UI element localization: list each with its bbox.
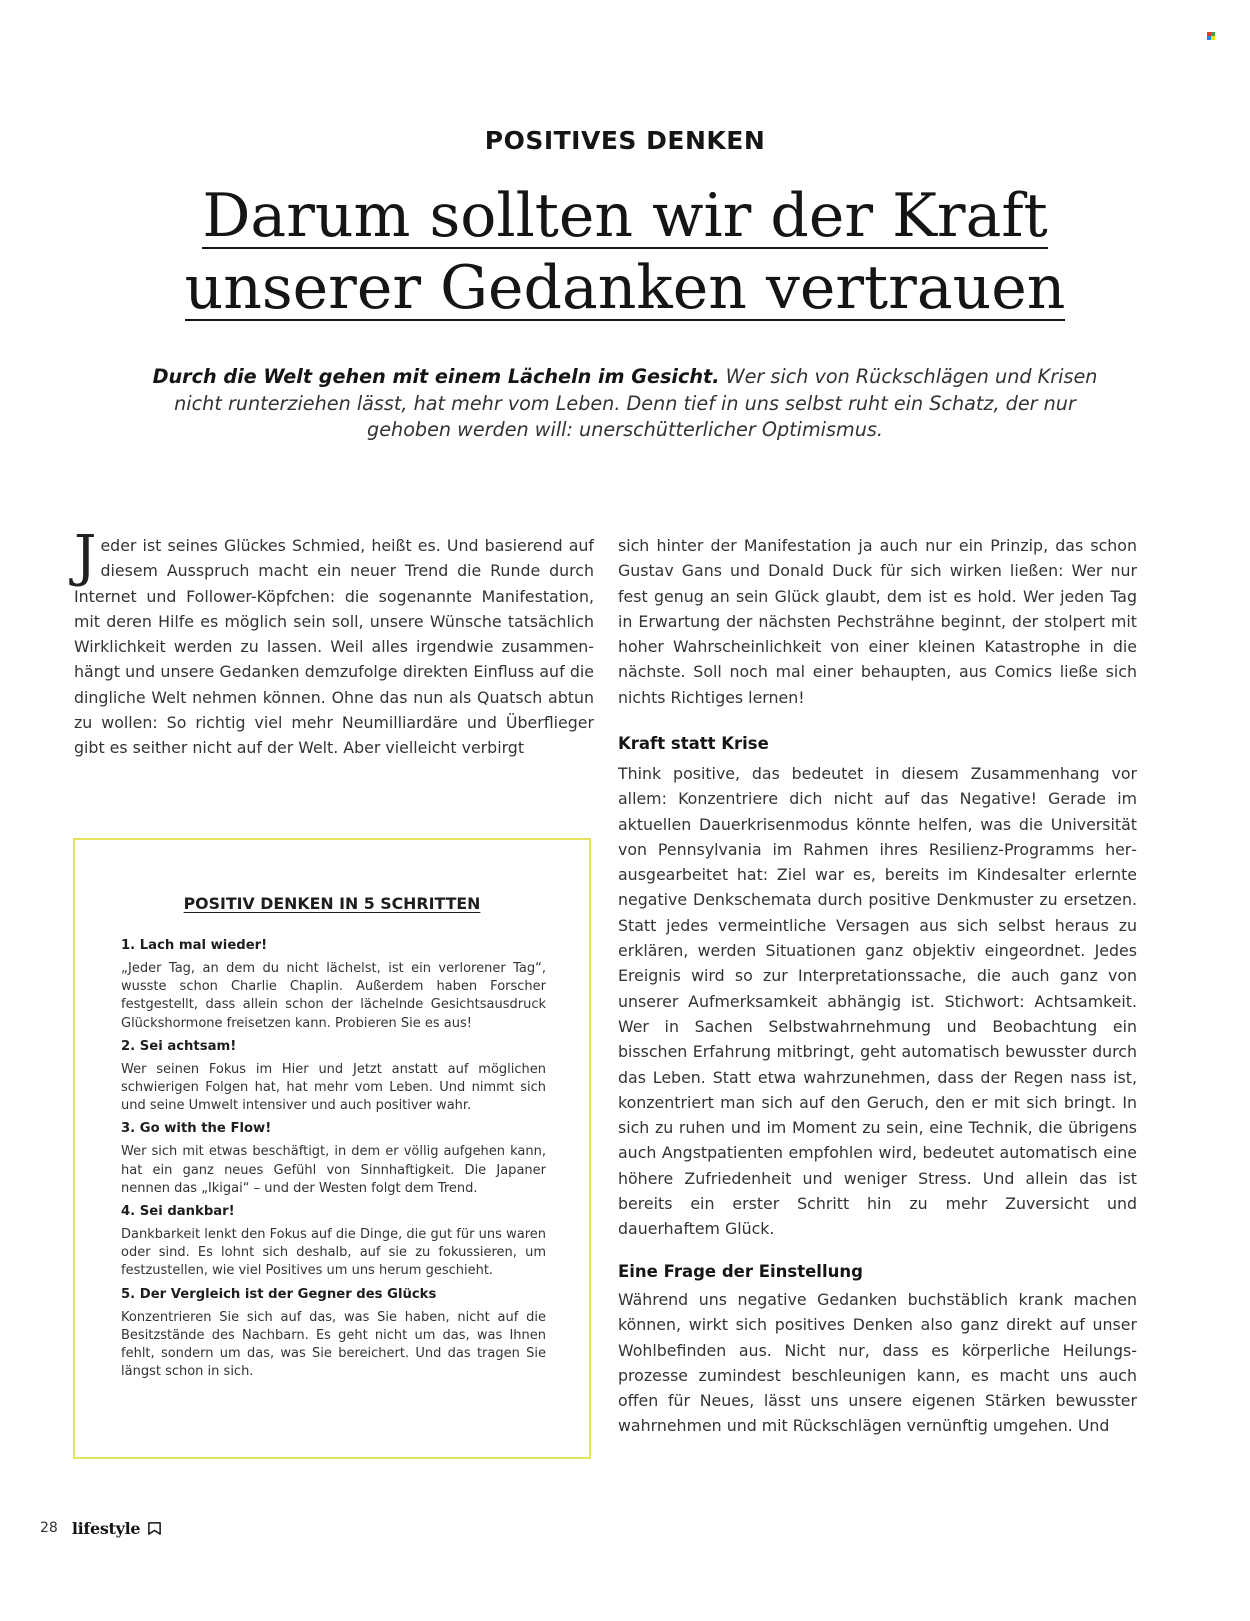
tips-list — [121, 937, 546, 1386]
step-text: Dankbarkeit lenkt den Fokus auf die Dinge, die gut für uns waren oder sind. Es lohnt sich deshalb, auf sie zu fokussieren, um festzustellen, wie viel Positives um uns herum geschieht. — [121, 1227, 546, 1279]
lead-bold: Durch die Welt gehen mit einem Lächeln im Gesicht. — [152, 365, 720, 388]
brand-name: lifestyle — [71, 1518, 141, 1538]
right-column-paragraph-2: Think positive, das bedeutet in diesem Zusammenhang vor allem: Konzentriere dich nicht auf das Negative! Gerade im aktuellen Dauerkrisenmodus könnte helfen, was die Universität von Pennsylvania im Rahmen ihres Resilienz-Programms herausgearbeitet hat: Ziel war es, bereits im Kindesalter erlernte negative Denkschemata durch positive Denkmuster zu ersetzen. Statt jedes vermeintliche Versagen aus sich selbst heraus zu erklären, werden Situationen ganz objektiv eingeordnet. Jedes Ereignis wird so zur Interpretationssache, die auch ganz von unserer Aufmerksamkeit abhängig ist. Stichwort: Achtsamkeit. Wer in Sachen Selbstwahrnehmung und Beobachtung ein bisschen Erfahrung mitbringt, geht automatisch bewusster durch das Leben. Statt etwa wahrzunehmen, dass der Regen nass ist, konzentriert man sich auf den Geruch, den er mit sich bringt. In sich zu ruhen und im Moment zu sein, eine Technik, die übrigens auch Angstpatienten empfohlen wird, bedeutet automatisch eine höhere Zufriedenheit und weniger Stress. Und allein das ist bereits ein erster Schritt hin zu mehr Zuversicht und dauerhaftem Glück. — [618, 764, 1137, 1239]
step-text: Wer sich mit etwas beschäftigt, in dem er völlig aufgehen kann, hat ein ganz neues Gefühl von Sinnhaftigkeit. Die Japaner nennen das „Ikigai“ – und der Westen folgt dem Trend. — [121, 1144, 546, 1196]
lead-paragraph — [140, 364, 1110, 444]
page-number: 28 — [40, 1520, 58, 1536]
color-mark-icon — [1207, 32, 1216, 41]
step-heading: 4. Sei dankbar! — [121, 1204, 235, 1220]
step-text: Konzentrieren Sie sich auf das, was Sie haben, nicht auf die Besitzstände des Nachbarn. Es geht nicht um das, was Ihnen fehlt, sondern um das, was Sie bereichert. Und das tragen Sie längst schon in sich. — [121, 1309, 546, 1380]
section-kicker: POSITIVES DENKEN — [484, 126, 766, 155]
lead-text: Wer sich von Rückschlägen und Krisen nicht runterziehen lässt, hat mehr vom Leben. Denn tief in uns selbst ruht ein Schatz, der nur gehoben werden will: unerschütterlicher Optimismus. — [174, 365, 1098, 441]
left-column-paragraph — [74, 524, 594, 761]
step-heading: 1. Lach mal wieder! — [121, 938, 268, 953]
subheading-kraft-statt-krise: Kraft statt Krise — [618, 734, 769, 753]
page-footer — [40, 1518, 162, 1538]
tips-box-title: POSITIV DENKEN IN 5 SCHRITTEN — [183, 894, 481, 913]
tips-box — [73, 838, 591, 1459]
right-column-paragraph-3: Während uns negative Gedanken buchstäblich krank machen können, wirkt sich positives Denken also ganz direkt auf unser Wohlbefinden aus. Nicht nur, dass es körperliche Heilungsprozesse zumindest beschleunigen kann, es macht uns auch offen für Neues, lässt uns unsere eigenen Stärken bewusster wahrnehmen und mit Rückschlägen vernünftig umgehen. Und — [618, 1290, 1137, 1436]
step-heading: 5. Der Vergleich ist der Gegner des Glücks — [121, 1286, 437, 1302]
headline — [0, 180, 1250, 324]
ribbon-square-icon — [147, 1521, 162, 1536]
subheading-eine-frage-der-einstellung: Eine Frage der Einstellung — [618, 1262, 863, 1281]
step-text: Wer seinen Fokus im Hier und Jetzt anstatt auf möglichen schwierigen Folgen hat, hat mehr vom Leben. Und nimmt sich und seine Umwelt intensiver und auch positiver wahr. — [121, 1061, 546, 1114]
step-text: „Jeder Tag, an dem du nicht lächelst, ist ein verlorener Tag“, wusste schon Charlie Chaplin. Außerdem haben Forscher festgestellt, dass allein schon der lächelnde Gesichtsausdruck Glückshormone freisetzen kann. Probieren Sie es aus! — [121, 961, 546, 1031]
left-column-text: eder ist seines Glückes Schmied, heißt es. Und basierend auf diesem Ausspruch macht ein neuer Trend die Runde durch Internet und Follower-Köpfchen: die sogenannte Manifestation, mit deren Hilfe es möglich sein soll, unsere Wünsche tatsächlich Wirklichkeit werden zu lassen. Weil alles irgendwie zusammenhängt und unsere Gedanken demzufolge direkten Einfluss auf die dingliche Welt nehmen können. Ohne das nun als Quatsch abtun zu wollen: So richtig viel mehr Neumilliardäre und Überflieger gibt es seither nicht auf der Welt. Aber vielleicht verbirgt — [74, 536, 594, 758]
headline-line-2: unserer Gedanken vertrauen — [184, 253, 1066, 323]
step-heading: 3. Go with the Flow! — [121, 1121, 272, 1137]
step-heading: 2. Sei achtsam! — [121, 1038, 237, 1054]
right-column-paragraph-1: sich hinter der Manifestation ja auch nur ein Prinzip, das schon Gustav Gans und Donald Duck für sich wirken ließen: Wer nur fest genug an sein Glück glaubt, dem ist es hold. Wer jeden Tag in Erwartung der nächsten Pechsträhne beginnt, der stolpert mit hoher Wahrscheinlichkeit von einer kleinen Katastrophe in die nächste. Soll noch mal einer behaupten, aus Comics ließe sich nichts Richtiges lernen! — [618, 536, 1137, 707]
dropcap: J — [74, 524, 97, 589]
headline-line-1: Darum sollten wir der Kraft — [202, 181, 1048, 251]
